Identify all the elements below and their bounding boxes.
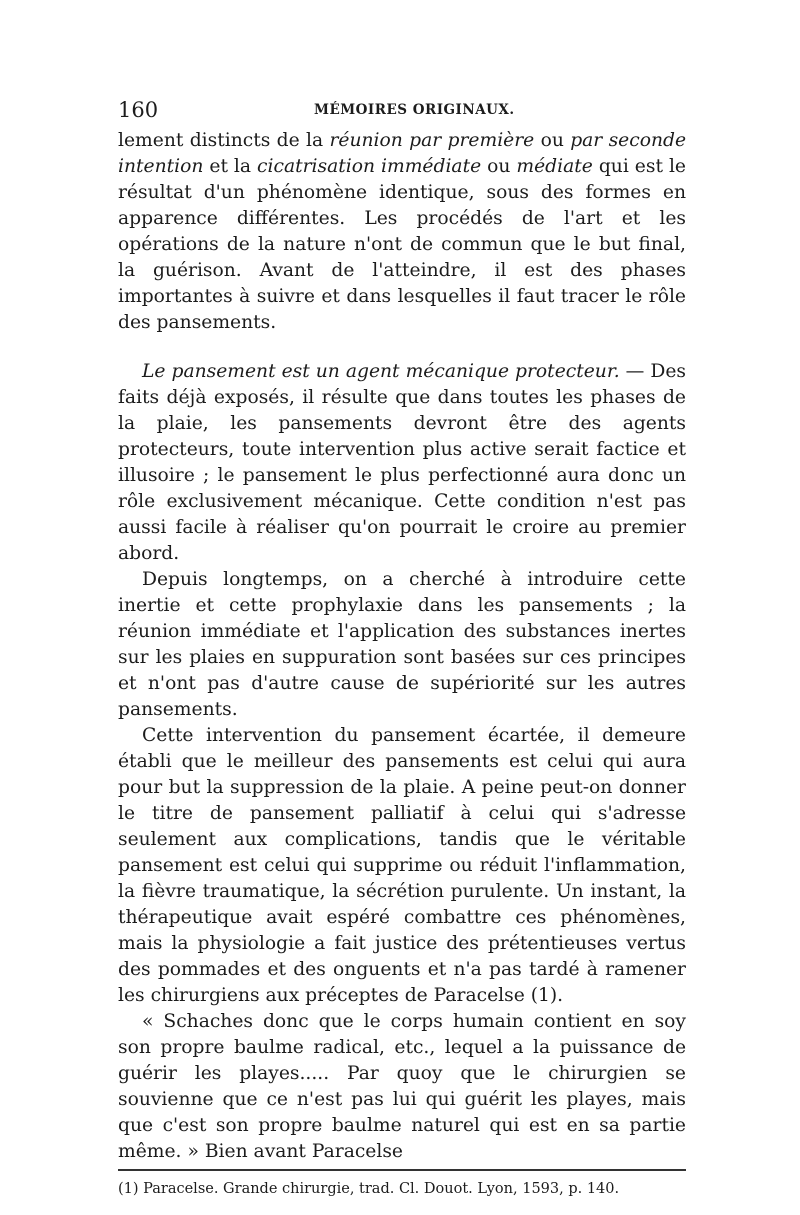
book-page (118, 96, 686, 1199)
paragraph-4 (118, 723, 686, 1009)
paragraph-1 (118, 128, 686, 336)
text-run: ou (534, 130, 571, 151)
text-run: ou (481, 156, 517, 177)
running-head: MÉMOIRES ORIGINAUX. (314, 102, 515, 118)
page-number: 160 (118, 98, 159, 122)
text-run: Depuis longtemps, on a cherché à introduire cette inertie et cette prophylaxie dans les pansements ; la réunion immédiate et l'application des substances inertes sur les plaies en suppuration sont basées sur ces principes et n'ont pas d'autre cause de supériorité sur les autres pansements. (118, 569, 686, 720)
paragraph-5 (118, 1009, 686, 1165)
text-run: lement distincts de la (118, 130, 330, 151)
italic-term: réunion par première (329, 130, 535, 151)
text-run: et la (203, 156, 258, 177)
italic-term: cicatrisation immédiate (257, 156, 482, 177)
text-run: Cette intervention du pansement écartée, il demeure établi que le meilleur des pansements est celui qui aura pour but la suppression de la plaie. A peine peut-on donner le titre de pansement palliatif à celui qui s'adresse seulement aux complications, tandis que le véritable pansement est celui qui supprime ou réduit l'inflammation, la fièvre traumatique, la sécrétion purulente. Un instant, la thérapeutique avait espéré combattre ces phénomènes, mais la physiologie a fait justice des prétentieuses vertus des pommades et des onguents et n'a pas tardé à ramener les chirurgiens aux préceptes de Paracelse (1). (118, 725, 686, 1006)
footnote-divider (118, 1169, 686, 1171)
text-run: « Schaches donc que le corps humain contient en soy son propre baulme radical, etc., lequel a la puissance de guérir les playes..... Par quoy que le chirurgien se souvienne que ce n'est pas lui qui guérit les playes, mais que c'est son propre baulme naturel qui est en sa partie même. » Bien avant Paracelse (118, 1011, 686, 1162)
body-text (118, 128, 686, 1165)
paragraph-3 (118, 567, 686, 723)
text-run: — Des faits déjà exposés, il résulte que dans toutes les phases de la plaie, les pansements devront être des agents protecteurs, toute intervention plus active serait factice et illusoire ; le pansement le plus perfectionné aura donc un rôle exclusivement mécanique. Cette condition n'est pas aussi facile à réaliser qu'on pourrait le croire au premier abord. (118, 361, 686, 564)
page-header (118, 96, 686, 128)
text-run: qui est le résultat d'un phénomène identique, sous des formes en apparence différentes. Les procédés de l'art et les opérations de la nature n'ont de commun que le but final, la guérison. Avant de l'atteindre, il est des phases importantes à suivre et dans lesquelles il faut tracer le rôle des pansements. (118, 156, 686, 333)
paragraph-2 (118, 359, 686, 567)
footnote: (1) Paracelse. Grande chirurgie, trad. Cl. Douot. Lyon, 1593, p. 140. (118, 1181, 620, 1197)
section-heading-italic: Le pansement est un agent mécanique protecteur. (142, 361, 620, 382)
italic-term: médiate (516, 156, 593, 177)
italic-term: par seconde intention (118, 130, 687, 177)
